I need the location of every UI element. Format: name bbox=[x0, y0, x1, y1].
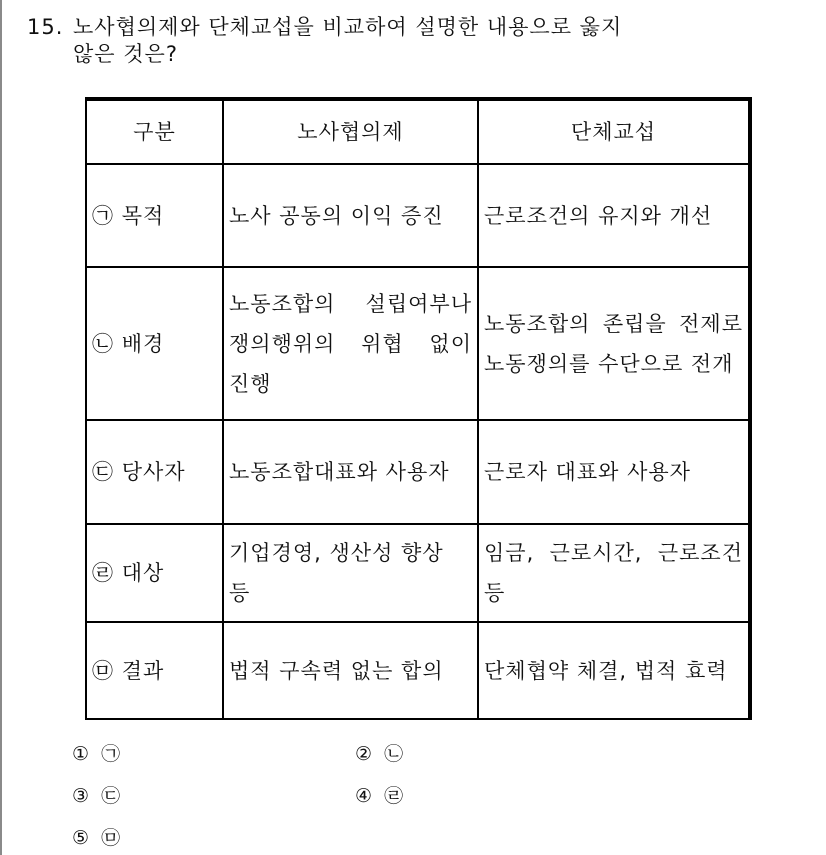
cell-text: 노사 공동의 이익 증진 bbox=[229, 203, 444, 228]
row-category-label: 목적 bbox=[121, 203, 165, 228]
row-category bbox=[86, 420, 223, 524]
row-category bbox=[86, 622, 223, 719]
row-category-label: 배경 bbox=[121, 331, 165, 356]
question-line-2: 않은 것은? bbox=[73, 42, 178, 66]
collective-bargaining-cell bbox=[478, 524, 750, 622]
row-category bbox=[86, 524, 223, 622]
option-answer: ㉡ bbox=[384, 743, 404, 765]
labor-council-cell bbox=[223, 164, 478, 267]
option-5[interactable] bbox=[72, 826, 120, 850]
option-2[interactable] bbox=[355, 742, 403, 766]
cell-text: 근로자 대표와 사용자 bbox=[484, 460, 691, 484]
labor-council-cell bbox=[223, 524, 478, 622]
header-category: 구분 bbox=[86, 99, 223, 164]
cell-text: 근로조건의 유지와 개선 bbox=[484, 203, 713, 228]
cell-text: 노동조합의 설립여부나 쟁의행위의 위협 없이 진행 bbox=[229, 291, 472, 396]
header-collective-bargaining: 단체교섭 bbox=[478, 99, 750, 164]
option-answer: ㉣ bbox=[384, 785, 404, 807]
table-row bbox=[86, 164, 750, 267]
cell-text: 임금, 근로시간, 근로조건 등 bbox=[484, 541, 743, 605]
row-mark: ㉡ bbox=[92, 331, 114, 356]
option-4[interactable] bbox=[355, 784, 403, 808]
cell-text: 법적 구속력 없는 합의 bbox=[229, 658, 444, 683]
question-stem: 노사협의제와 단체교섭을 비교하여 설명한 내용으로 옳지 bbox=[73, 15, 623, 39]
option-number: ⑤ bbox=[72, 827, 90, 849]
row-category-label: 당사자 bbox=[121, 460, 186, 484]
row-category-label: 대상 bbox=[121, 561, 165, 585]
page-left-border bbox=[0, 0, 2, 855]
table-row bbox=[86, 267, 750, 420]
header-labor-council: 노사협의제 bbox=[223, 99, 478, 164]
labor-council-cell bbox=[223, 622, 478, 719]
option-1[interactable] bbox=[72, 742, 120, 766]
option-number: ③ bbox=[72, 785, 90, 807]
collective-bargaining-cell bbox=[478, 164, 750, 267]
labor-council-cell bbox=[223, 267, 478, 420]
row-category-label: 결과 bbox=[121, 658, 165, 683]
cell-text: 노동조합대표와 사용자 bbox=[229, 460, 450, 484]
table-row bbox=[86, 524, 750, 622]
option-3[interactable] bbox=[72, 784, 120, 808]
option-number: ④ bbox=[355, 785, 373, 807]
labor-council-cell bbox=[223, 420, 478, 524]
cell-text: 단체협약 체결, 법적 효력 bbox=[484, 658, 728, 683]
row-mark: ㉢ bbox=[92, 460, 114, 484]
option-number: ② bbox=[355, 743, 373, 765]
table-row bbox=[86, 622, 750, 719]
table-row bbox=[86, 420, 750, 524]
cell-text: 노동조합의 존립을 전제로 노동쟁의를 수단으로 전개 bbox=[484, 311, 743, 376]
question-line-1 bbox=[27, 14, 747, 41]
question-number: 15. bbox=[27, 15, 64, 39]
row-category bbox=[86, 164, 223, 267]
row-mark: ㉣ bbox=[92, 561, 114, 585]
collective-bargaining-cell bbox=[478, 622, 750, 719]
option-answer: ㉤ bbox=[101, 827, 121, 849]
question-text bbox=[27, 14, 747, 68]
row-category bbox=[86, 267, 223, 420]
row-mark: ㉠ bbox=[92, 203, 114, 228]
collective-bargaining-cell bbox=[478, 420, 750, 524]
option-number: ① bbox=[72, 743, 90, 765]
collective-bargaining-cell bbox=[478, 267, 750, 420]
option-answer: ㉠ bbox=[101, 743, 121, 765]
comparison-table bbox=[85, 97, 752, 720]
option-answer: ㉢ bbox=[101, 785, 121, 807]
cell-text: 기업경영, 생산성 향상 등 bbox=[229, 541, 444, 605]
row-mark: ㉤ bbox=[92, 658, 114, 683]
table-header-row bbox=[86, 99, 750, 164]
